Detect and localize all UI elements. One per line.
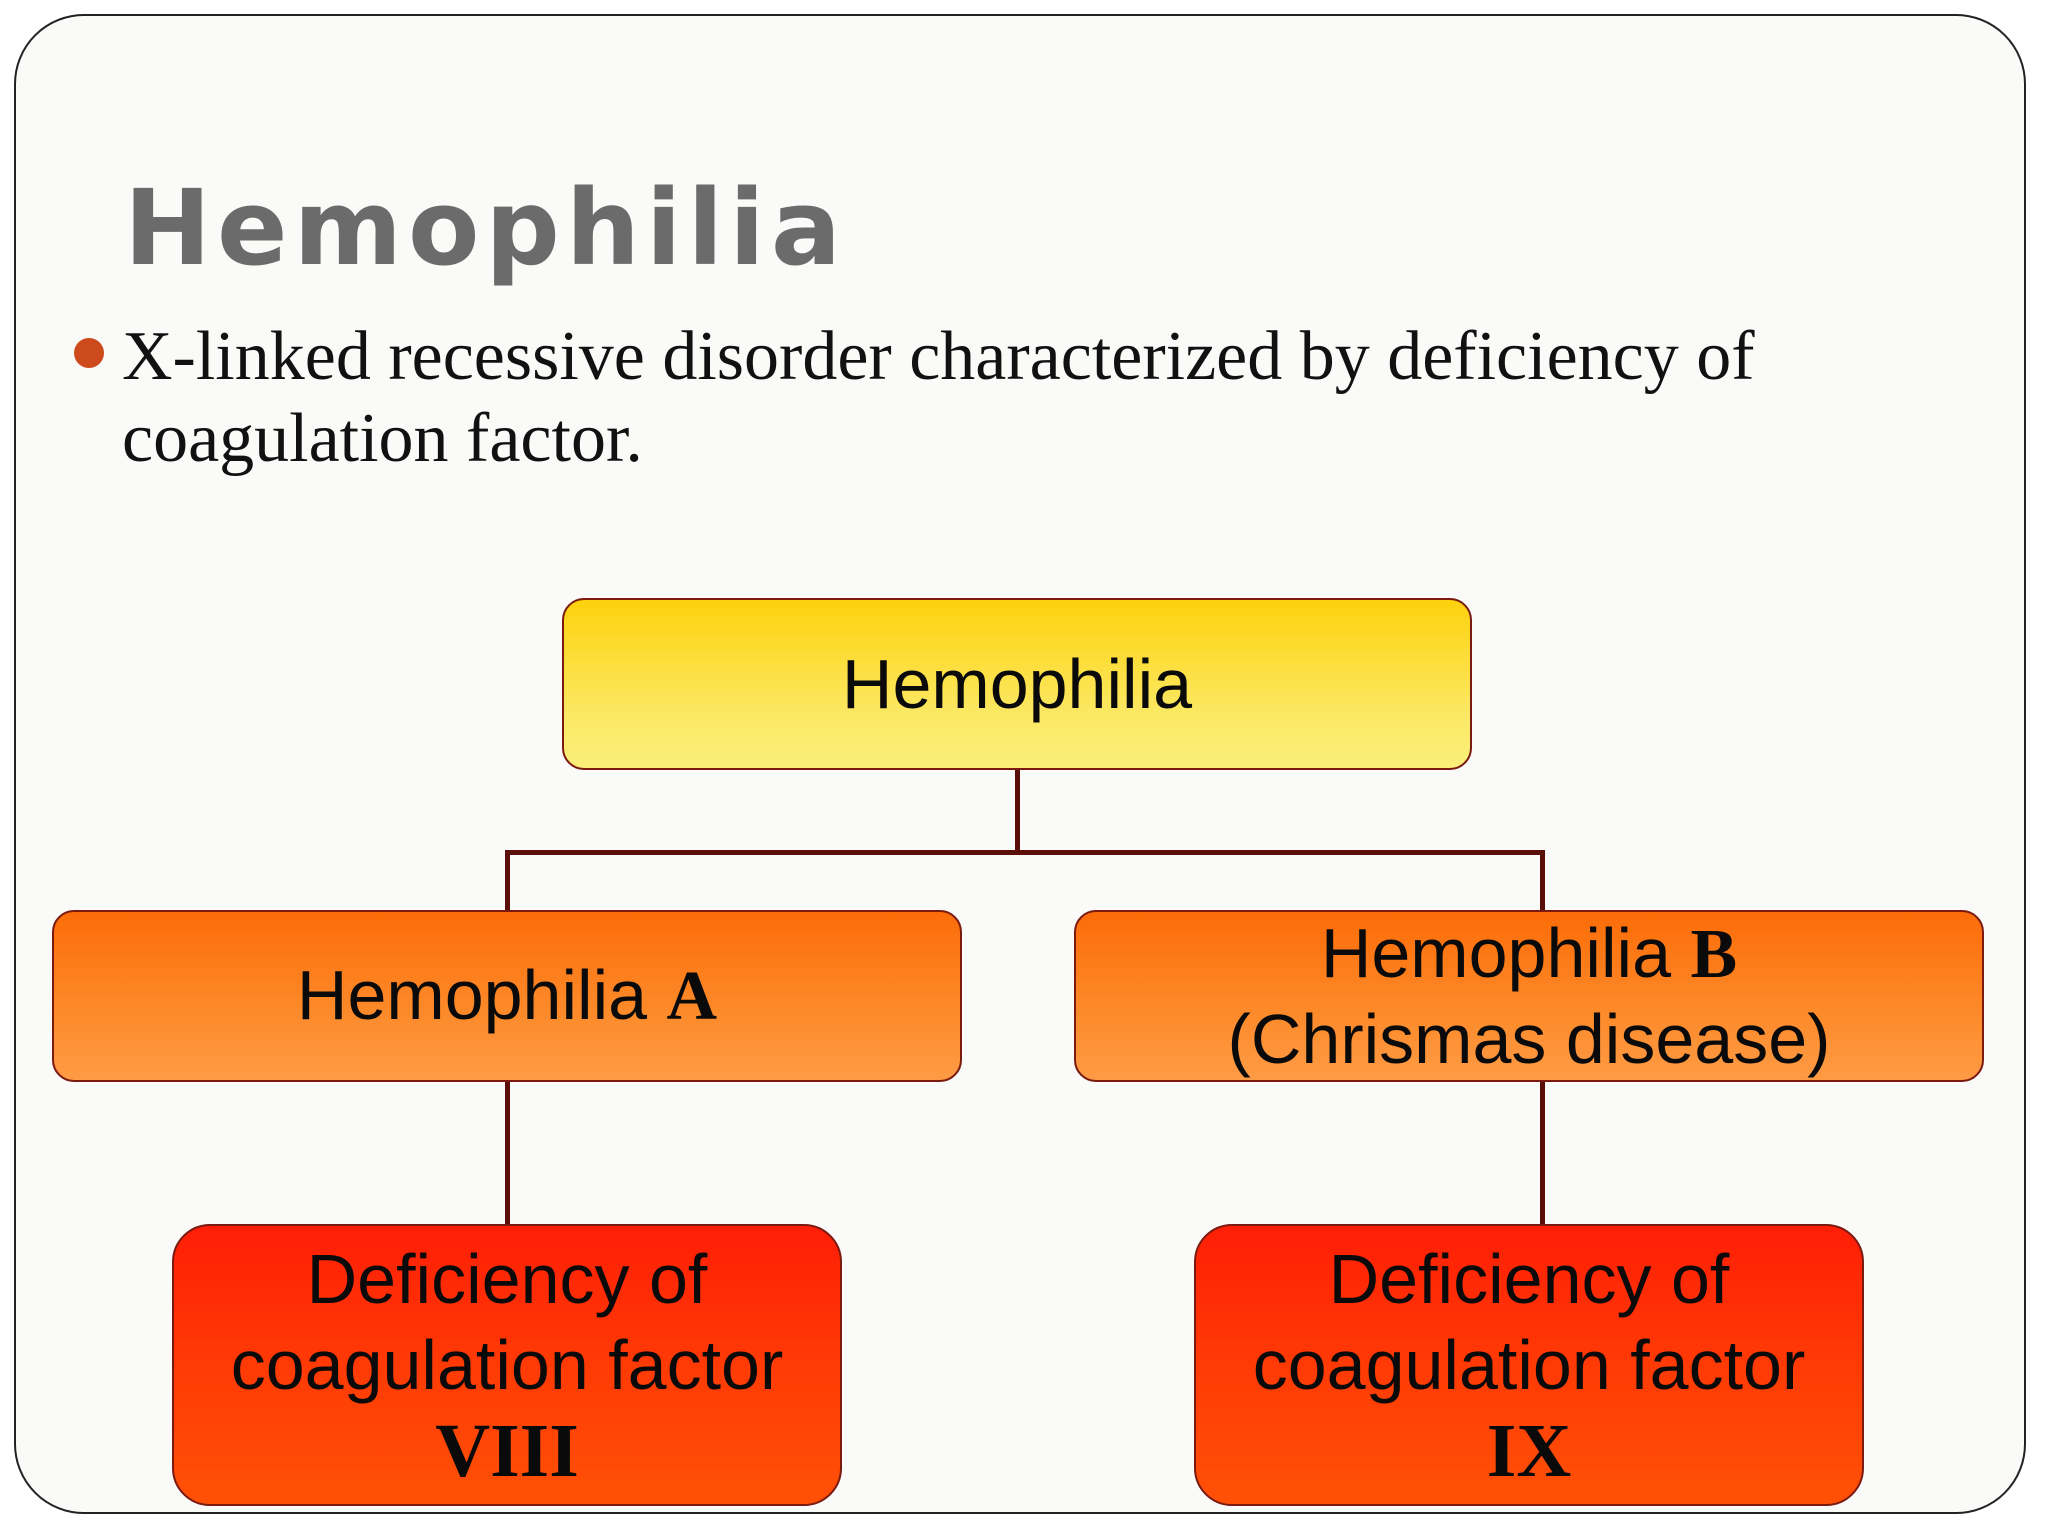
slide xyxy=(14,14,2026,1514)
deficiency-ix-line2: coagulation factor xyxy=(1252,1326,1806,1404)
hemophilia-a-letter: A xyxy=(666,958,718,1035)
hemophilia-b-letter: B xyxy=(1690,916,1738,993)
hemophilia-b-label: Hemophilia xyxy=(1320,914,1671,992)
connector-to-b xyxy=(1540,850,1545,912)
factor-viii-label: VIII xyxy=(435,1409,579,1493)
factor-ix-label: IX xyxy=(1486,1409,1572,1493)
connector-b-down xyxy=(1540,1082,1545,1226)
hemophilia-diagram xyxy=(16,16,2026,1514)
slide-title: Hemophilia xyxy=(124,167,847,289)
bullet-text: X-linked recessive disorder characterized by deficiency of coagulation factor. xyxy=(122,318,1755,477)
deficiency-viii-line2: coagulation factor xyxy=(230,1326,784,1404)
connector-a-down xyxy=(505,1082,510,1226)
box-hemophilia-root xyxy=(562,598,1472,770)
box-deficiency-ix xyxy=(1194,1224,1864,1506)
connector-root-down xyxy=(1015,770,1020,852)
deficiency-ix-line1: Deficiency of xyxy=(1328,1240,1730,1318)
root-label: Hemophilia xyxy=(841,645,1193,723)
connector-horizontal xyxy=(505,850,1545,855)
box-deficiency-viii xyxy=(172,1224,842,1506)
deficiency-viii-line1: Deficiency of xyxy=(306,1240,708,1318)
box-hemophilia-a xyxy=(52,910,962,1082)
connector-to-a xyxy=(505,850,510,912)
hemophilia-b-alias: (Chrismas disease) xyxy=(1227,1000,1831,1078)
hemophilia-a-label: Hemophilia xyxy=(296,956,648,1034)
box-hemophilia-b xyxy=(1074,910,1984,1082)
